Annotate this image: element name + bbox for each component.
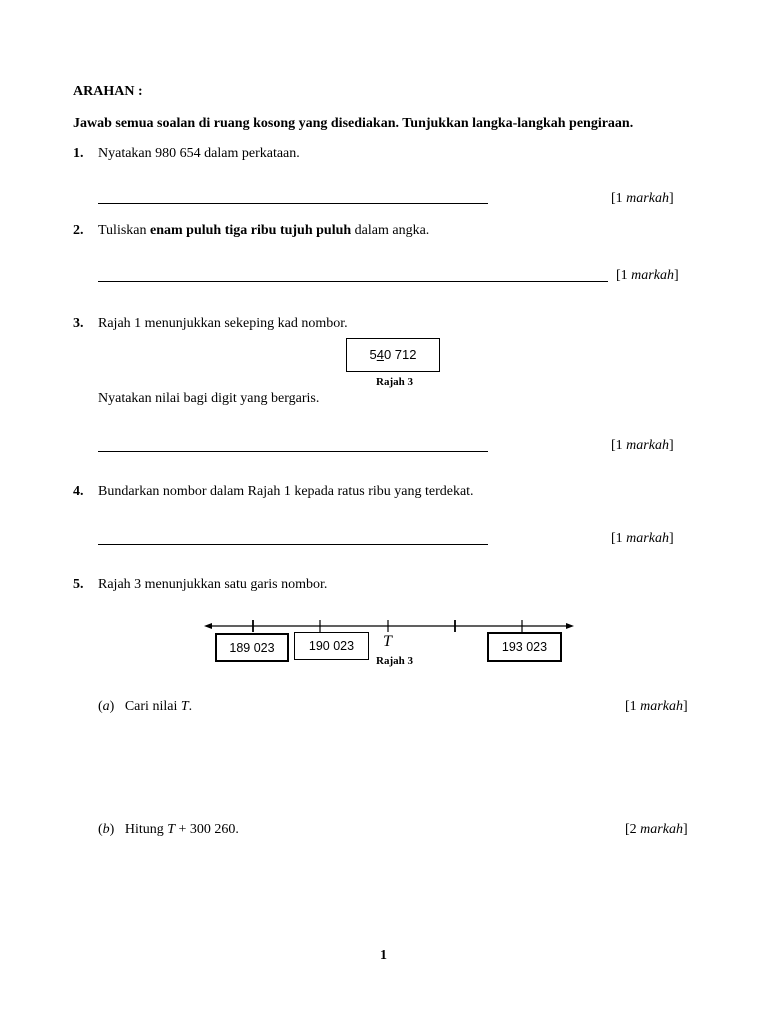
question-4-number: 4. bbox=[73, 484, 84, 499]
page-number: 1 bbox=[380, 948, 387, 963]
number-card: 540 712 bbox=[346, 338, 440, 372]
question-1-text: Nyatakan 980 654 dalam perkataan. bbox=[98, 146, 300, 161]
question-1-number: 1. bbox=[73, 146, 84, 161]
number-line-right-arrow bbox=[566, 623, 574, 629]
number-line-left-arrow bbox=[204, 623, 212, 629]
question-5a-marks: [1 markah] bbox=[625, 699, 688, 714]
number-box-3: 193 023 bbox=[487, 632, 562, 662]
question-2-text: Tuliskan enam puluh tiga ribu tujuh puluh dalam angka. bbox=[98, 223, 430, 238]
question-5b: (b) Hitung T + 300 260. bbox=[98, 822, 239, 837]
question-5b-marks: [2 markah] bbox=[625, 822, 688, 837]
question-5a: (a) Cari nilai T. bbox=[98, 699, 193, 714]
figure-caption-number-line: Rajah 3 bbox=[376, 655, 413, 667]
question-3-marks: [1 markah] bbox=[611, 438, 674, 453]
question-4-text: Bundarkan nombor dalam Rajah 1 kepada ratus ribu yang terdekat. bbox=[98, 484, 474, 499]
question-5-number: 5. bbox=[73, 577, 84, 592]
number-box-2: 190 023 bbox=[294, 632, 369, 660]
question-2-number: 2. bbox=[73, 223, 84, 238]
number-box-1: 189 023 bbox=[215, 633, 289, 662]
t-label: T bbox=[383, 633, 392, 650]
question-4-marks: [1 markah] bbox=[611, 531, 674, 546]
question-3-text-2: Nyatakan nilai bagi digit yang bergaris. bbox=[98, 391, 320, 406]
instructions-text: Jawab semua soalan di ruang kosong yang disediakan. Tunjukkan langka-langkah pengiraan. bbox=[73, 116, 634, 131]
question-3-number: 3. bbox=[73, 316, 84, 331]
underlined-digit: 4 bbox=[376, 347, 384, 362]
question-1-marks: [1 markah] bbox=[611, 191, 674, 206]
question-5-text: Rajah 3 menunjukkan satu garis nombor. bbox=[98, 577, 328, 592]
question-2-marks: [1 markah] bbox=[616, 268, 679, 283]
instructions-heading: ARAHAN : bbox=[73, 84, 143, 99]
figure-caption-card: Rajah 3 bbox=[376, 376, 413, 388]
question-3-text: Rajah 1 menunjukkan sekeping kad nombor. bbox=[98, 316, 348, 331]
